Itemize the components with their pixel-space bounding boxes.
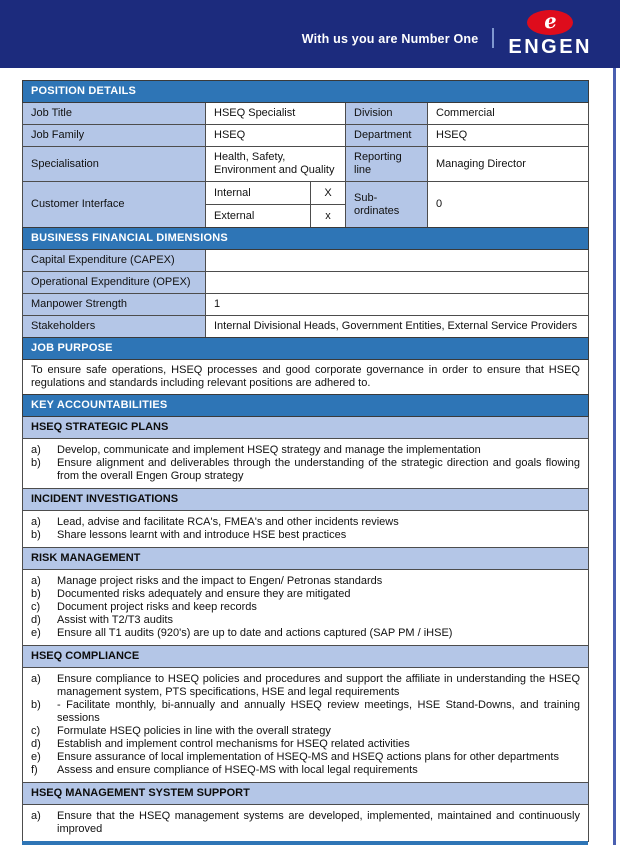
page-right-border [613,68,616,845]
list-item-marker: a) [31,575,41,587]
next-section-bar-cutoff [22,841,588,845]
list-item-text: Manage project risks and the impact to Engen/ Petronas standards [57,575,383,587]
list-item-marker: c) [31,725,41,737]
engen-header-band [0,0,620,68]
capex-value [206,250,589,272]
list-item [31,738,580,751]
subordinates-value: 0 [428,182,589,228]
list-item-marker: b) [31,588,41,600]
engen-wordmark: ENGEN [508,35,592,58]
job-purpose-table [22,337,589,395]
list-item [31,614,580,627]
key-accountabilities-table [22,394,589,842]
list-item-marker: b) [31,699,41,711]
list-item-marker: d) [31,738,41,750]
reporting-line-value: Managing Director [428,147,589,182]
list-item [31,588,580,601]
manpower-strength-label: Manpower Strength [23,294,206,316]
manpower-strength-value: 1 [206,294,589,316]
stakeholders-label: Stakeholders [23,316,206,338]
list-item [31,575,580,588]
list-item [31,810,580,836]
list-item [31,764,580,777]
list-item-marker: f) [31,764,38,776]
hseq-management-system-support-items [23,805,589,842]
list-item [31,699,580,725]
hseq-strategic-plans-items [23,439,589,489]
job-description-document [22,80,588,842]
customer-interface-internal-mark: X [311,182,346,205]
list-item-marker: b) [31,529,41,541]
subsection-header-incident-investigations: INCIDENT INVESTIGATIONS [23,489,589,511]
hseq-compliance-items [23,668,589,783]
list-item-text: Ensure that the HSEQ management systems are developed, implemented, maintained and continuously improved [57,810,580,835]
opex-label: Operational Expenditure (OPEX) [23,272,206,294]
subsection-header-hseq-management-system-support: HSEQ MANAGEMENT SYSTEM SUPPORT [23,783,589,805]
list-item [31,601,580,614]
list-item [31,725,580,738]
list-item-marker: a) [31,810,41,822]
list-item-text: Document project risks and keep records [57,601,257,613]
department-value: HSEQ [428,125,589,147]
list-item-marker: a) [31,444,41,456]
specialisation-label: Specialisation [23,147,206,182]
risk-management-items [23,570,589,646]
list-item-text: Establish and implement control mechanisms for HSEQ related activities [57,738,410,750]
list-item-marker: e) [31,751,41,763]
list-item-text: Develop, communicate and implement HSEQ strategy and manage the implementation [57,444,481,456]
header-divider [492,28,494,48]
stakeholders-value: Internal Divisional Heads, Government Entities, External Service Providers [206,316,589,338]
list-item [31,516,580,529]
list-item [31,751,580,764]
list-item-text: Ensure all T1 audits (920's) are up to date and actions captured (SAP PM / iHSE) [57,627,453,639]
capex-label: Capital Expenditure (CAPEX) [23,250,206,272]
job-family-label: Job Family [23,125,206,147]
list-item-text: Assist with T2/T3 audits [57,614,173,626]
position-details-table [22,80,589,228]
list-item [31,444,580,457]
list-item-text: Documented risks adequately and ensure they are mitigated [57,588,351,600]
list-item [31,457,580,483]
list-item-text: Ensure assurance of local implementation of HSEQ-MS and HSEQ actions plans for other departments [57,751,559,763]
section-header-key-accountabilities: KEY ACCOUNTABILITIES [23,395,589,417]
engen-logo-icon [527,10,573,35]
list-item-marker: e) [31,627,41,639]
subsection-header-hseq-strategic-plans: HSEQ STRATEGIC PLANS [23,417,589,439]
list-item [31,529,580,542]
list-item [31,673,580,699]
reporting-line-label: Reporting line [346,147,428,182]
opex-value [206,272,589,294]
list-item-text: Ensure compliance to HSEQ policies and procedures and support the affiliate in understanding the HSEQ management system, PTS specifications, HSE and legal requirements [57,673,580,698]
list-item-marker: c) [31,601,41,613]
specialisation-value: Health, Safety, Environment and Quality [206,147,346,182]
job-purpose-text: To ensure safe operations, HSEQ processes and good corporate governance in order to ensure that HSEQ regulations and standards including relevant positions are adhered to. [23,360,589,395]
section-header-job-purpose: JOB PURPOSE [23,338,589,360]
engen-logo-letter: e [542,8,558,34]
list-item-text: - Facilitate monthly, bi-annually and annually HSEQ review meetings, HSE Stand-Downs, and training sessions [57,699,580,724]
list-item-marker: b) [31,457,41,469]
job-title-value: HSEQ Specialist [206,103,346,125]
job-title-label: Job Title [23,103,206,125]
customer-interface-external-mark: x [311,205,346,228]
header-tagline: With us you are Number One [301,32,479,46]
list-item-text: Assess and ensure compliance of HSEQ-MS with local legal requirements [57,764,418,776]
list-item-text: Share lessons learnt with and introduce HSE best practices [57,529,347,541]
list-item-text: Formulate HSEQ policies in line with the overall strategy [57,725,331,737]
job-family-value: HSEQ [206,125,346,147]
list-item-text: Ensure alignment and deliverables through the understanding of the strategic direction and goals flowing from the overall Engen Group strategy [57,457,580,482]
subsection-header-hseq-compliance: HSEQ COMPLIANCE [23,646,589,668]
engen-logo [508,10,592,59]
list-item-marker: a) [31,516,41,528]
subordinates-label: Sub-ordinates [346,182,428,228]
division-label: Division [346,103,428,125]
business-financial-dimensions-table [22,227,589,338]
list-item-text: Lead, advise and facilitate RCA's, FMEA's and other incidents reviews [57,516,399,528]
section-header-business-financial-dimensions: BUSINESS FINANCIAL DIMENSIONS [23,228,589,250]
customer-interface-external-label: External [206,205,311,228]
subsection-header-risk-management: RISK MANAGEMENT [23,548,589,570]
section-header-position-details: POSITION DETAILS [23,81,589,103]
division-value: Commercial [428,103,589,125]
customer-interface-internal-label: Internal [206,182,311,205]
list-item [31,627,580,640]
list-item-marker: a) [31,673,41,685]
customer-interface-label: Customer Interface [23,182,206,228]
department-label: Department [346,125,428,147]
list-item-marker: d) [31,614,41,626]
incident-investigations-items [23,511,589,548]
